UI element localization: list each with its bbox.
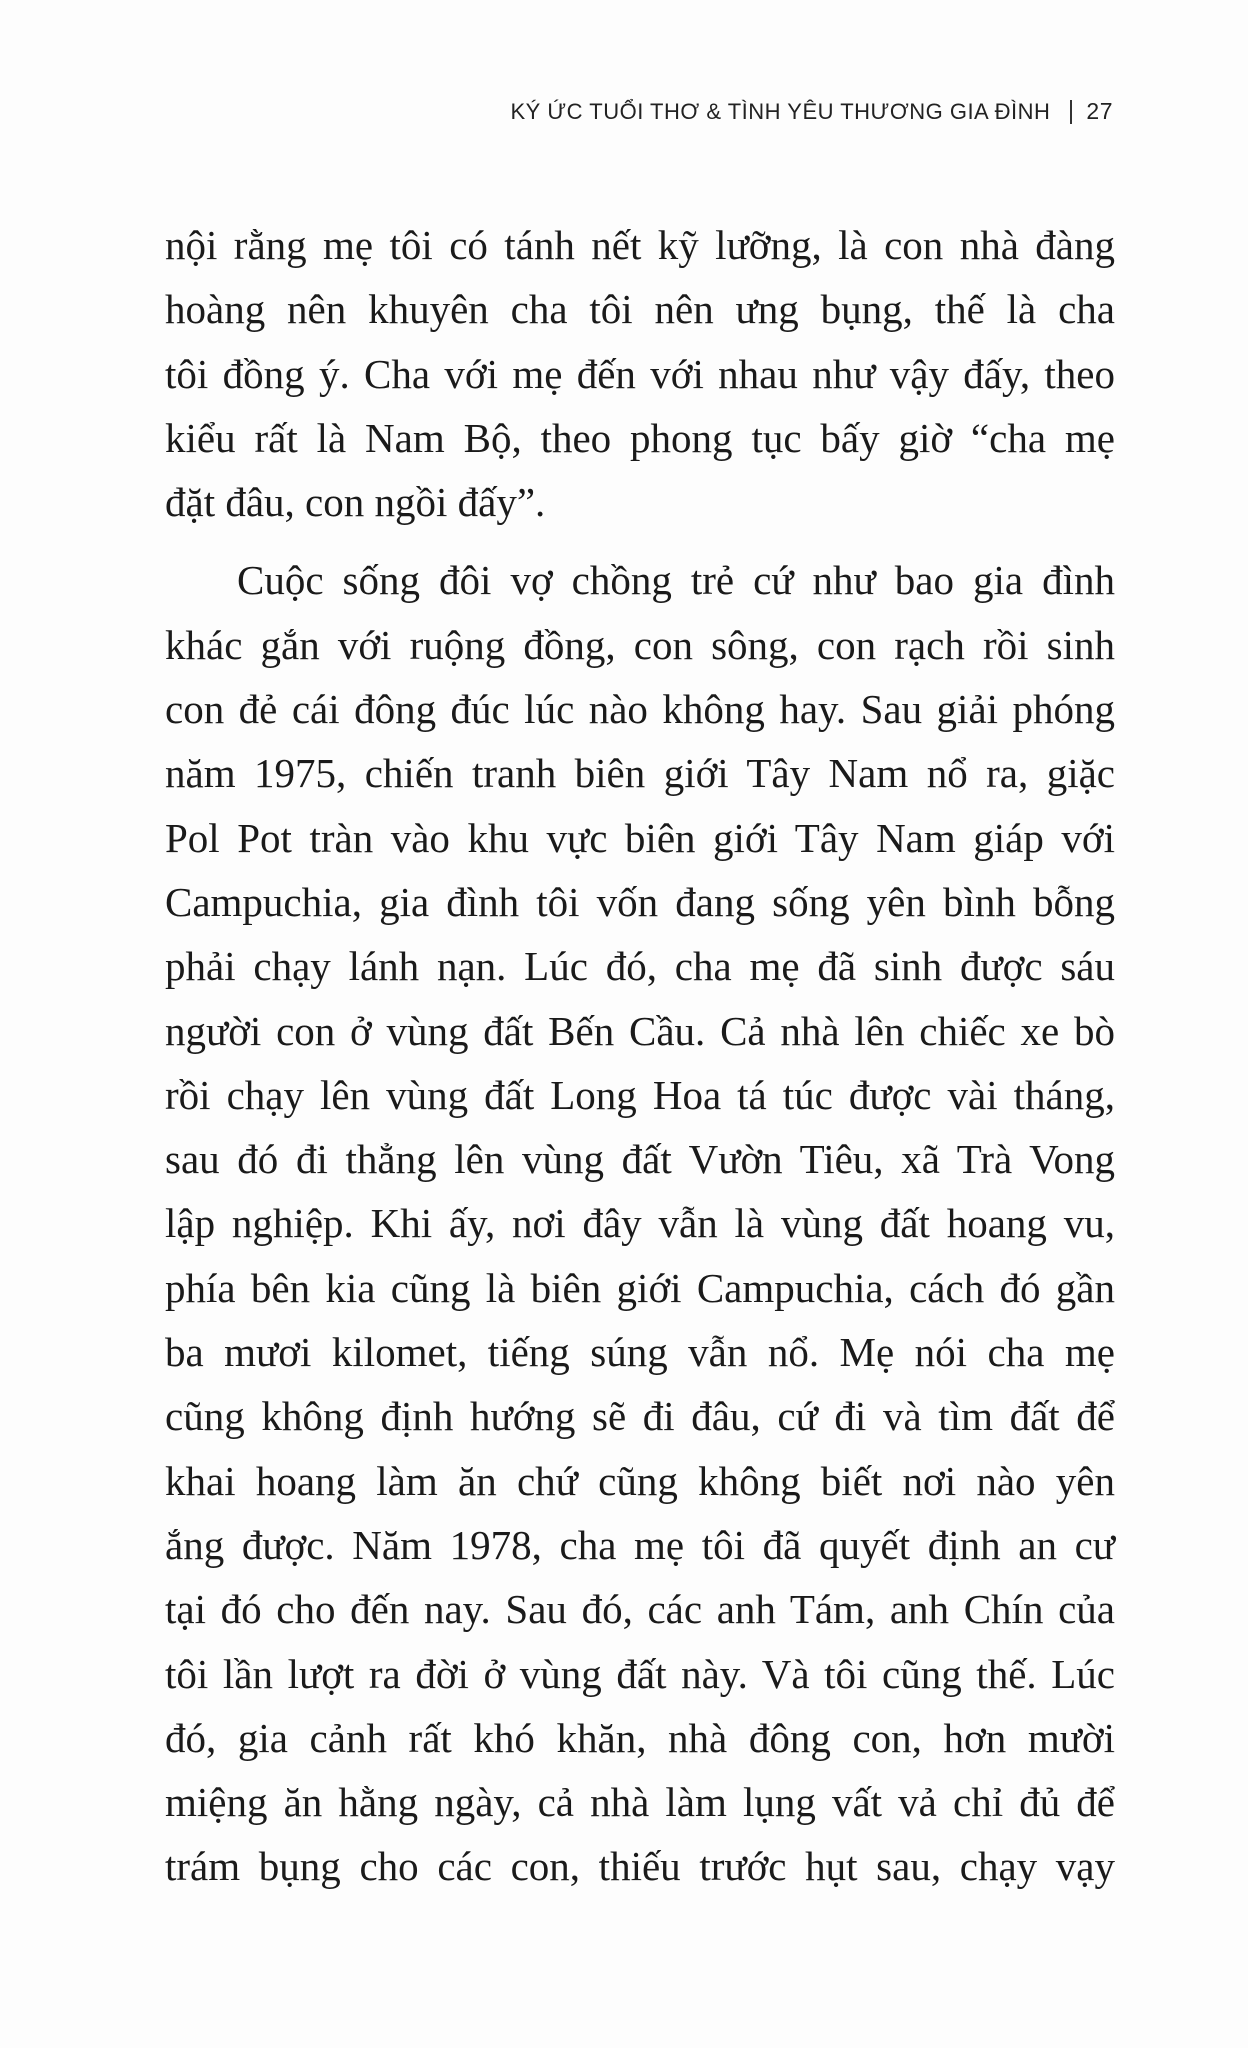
text-line: Pol Pot tràn vào khu vực biên giới Tây Nam giáp với — [165, 814, 1115, 861]
text-line: Campuchia, gia đình tôi vốn đang sống yên bình bỗng — [165, 878, 1115, 925]
text-line: kiểu rất là Nam Bộ, theo phong tục bấy giờ “cha mẹ — [165, 414, 1115, 461]
text-line: đặt đâu, con ngồi đấy”. — [165, 479, 546, 526]
text-line: con đẻ cái đông đúc lúc nào không hay. Sau giải phóng — [165, 686, 1115, 733]
text-line: sau đó đi thẳng lên vùng đất Vườn Tiêu, xã Trà Vong — [165, 1136, 1115, 1183]
text-line: phải chạy lánh nạn. Lúc đó, cha mẹ đã sinh được sáu — [165, 943, 1115, 990]
text-line: phía bên kia cũng là biên giới Campuchia, cách đó gần — [165, 1264, 1115, 1311]
body-text — [165, 213, 1115, 1899]
text-line: miệng ăn hằng ngày, cả nhà làm lụng vất vả chỉ đủ để — [165, 1779, 1115, 1826]
page-number: 27 — [1086, 98, 1113, 124]
text-line: khai hoang làm ăn chứ cũng không biết nơi nào yên — [165, 1457, 1115, 1504]
text-line: cũng không định hướng sẽ đi đâu, cứ đi và tìm đất để — [165, 1393, 1115, 1440]
text-line: trám bụng cho các con, thiếu trước hụt sau, chạy vạy — [165, 1843, 1115, 1890]
text-line: Cuộc sống đôi vợ chồng trẻ cứ như bao gia đình — [237, 557, 1115, 604]
text-line: năm 1975, chiến tranh biên giới Tây Nam nổ ra, giặc — [165, 750, 1115, 797]
text-line: tôi lần lượt ra đời ở vùng đất này. Và tôi cũng thế. Lúc — [165, 1650, 1115, 1697]
running-header — [510, 98, 1113, 125]
text-line: tôi đồng ý. Cha với mẹ đến với nhau như vậy đấy, theo — [165, 350, 1115, 397]
text-line: ắng được. Năm 1978, cha mẹ tôi đã quyết định an cư — [165, 1521, 1115, 1568]
chapter-title: KÝ ỨC TUỔI THƠ & TÌNH YÊU THƯƠNG GIA ĐÌNH — [510, 98, 1051, 124]
text-line: nội rằng mẹ tôi có tánh nết kỹ lưỡng, là con nhà đàng — [165, 222, 1115, 268]
text-line: ba mươi kilomet, tiếng súng vẫn nổ. Mẹ nói cha mẹ — [165, 1329, 1115, 1376]
text-line: khác gắn với ruộng đồng, con sông, con rạch rồi sinh — [165, 621, 1115, 668]
text-line: đó, gia cảnh rất khó khăn, nhà đông con, hơn mười — [165, 1714, 1115, 1761]
paragraph-gap — [165, 534, 1115, 548]
text-line: rồi chạy lên vùng đất Long Hoa tá túc được vài tháng, — [165, 1071, 1115, 1118]
text-line: người con ở vùng đất Bến Cầu. Cả nhà lên chiếc xe bò — [165, 1007, 1115, 1054]
text-line: lập nghiệp. Khi ấy, nơi đây vẫn là vùng đất hoang vu, — [165, 1200, 1115, 1247]
text-line: tại đó cho đến nay. Sau đó, các anh Tám, anh Chín của — [165, 1586, 1115, 1633]
header-divider — [1070, 100, 1072, 124]
text-line: hoàng nên khuyên cha tôi nên ưng bụng, thế là cha — [165, 286, 1115, 333]
